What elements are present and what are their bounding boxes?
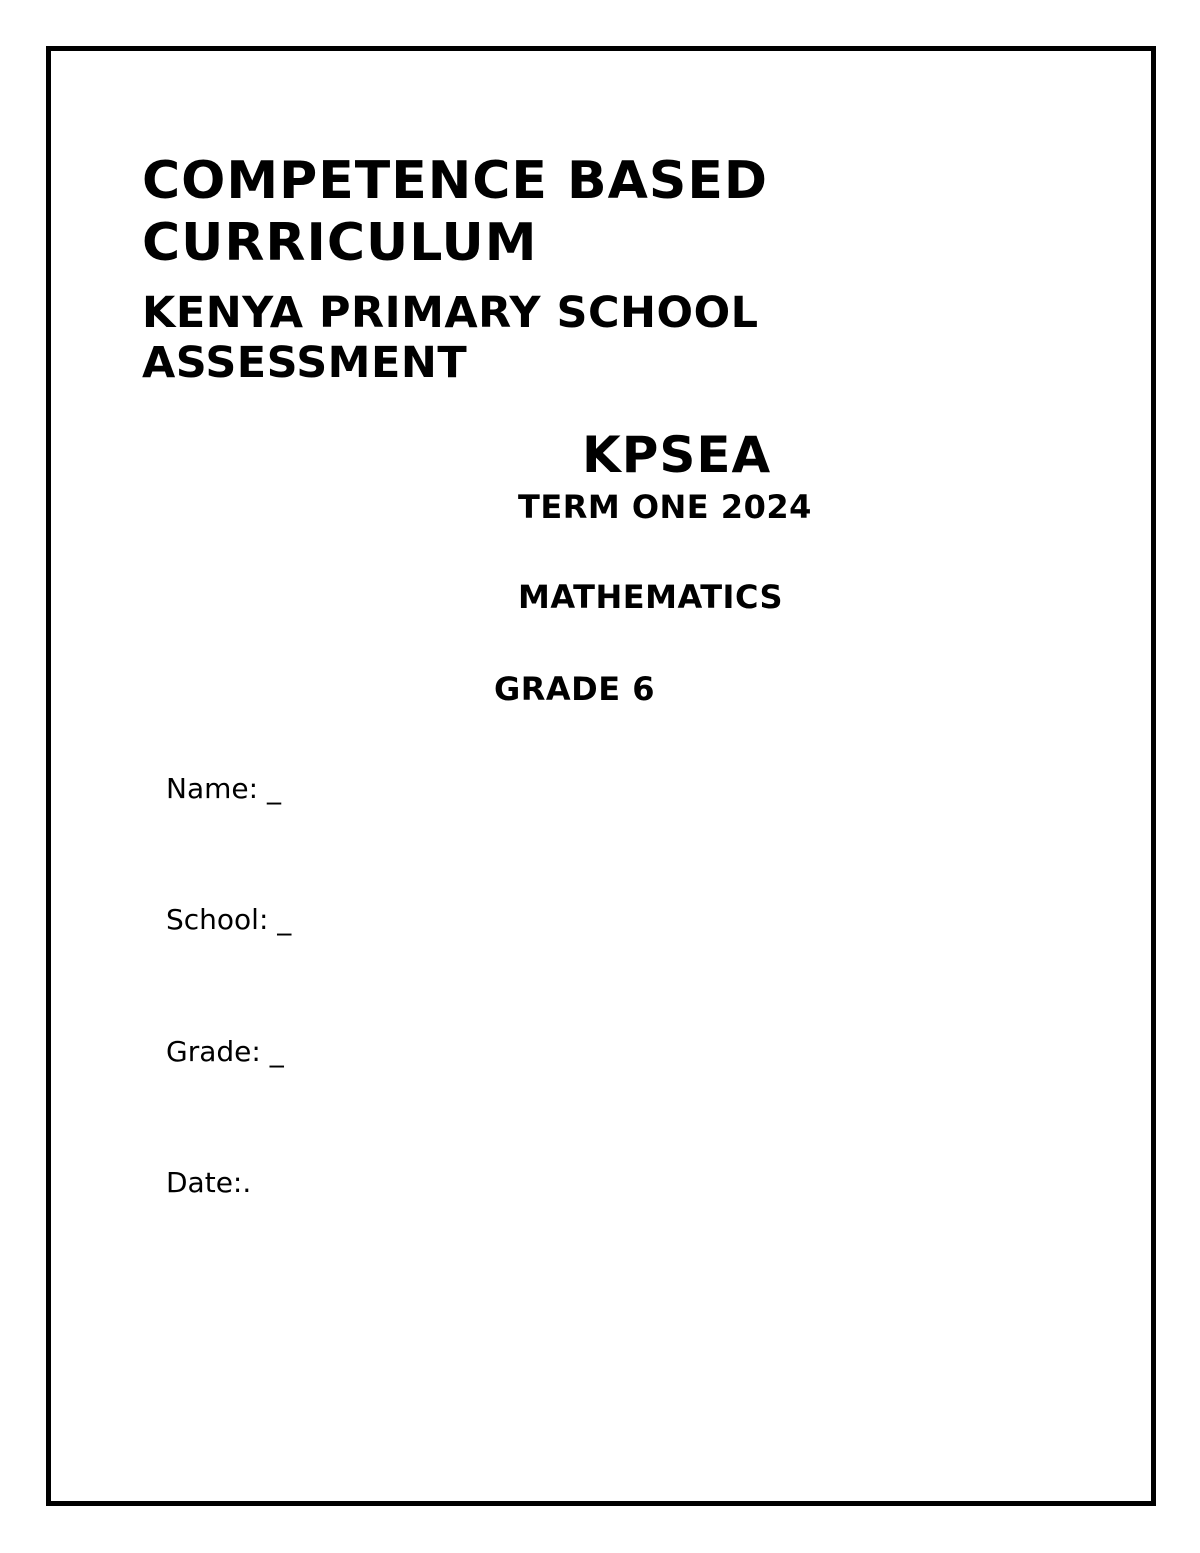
exam-subject: MATHEMATICS	[518, 578, 784, 616]
exam-grade: GRADE 6	[494, 670, 655, 708]
assessment-title-line-1: KENYA PRIMARY SCHOOL	[142, 288, 759, 338]
date-field: Date:.	[166, 1166, 252, 1199]
school-field: School: _	[166, 903, 292, 936]
name-field: Name: _	[166, 772, 281, 805]
exam-code: KPSEA	[582, 426, 772, 484]
curriculum-title-line-1: COMPETENCE BASED	[142, 151, 769, 211]
grade-field: Grade: _	[166, 1035, 284, 1068]
title-block	[142, 150, 1042, 388]
exam-term: TERM ONE 2024	[518, 488, 812, 526]
assessment-title-line-2: ASSESSMENT	[142, 338, 468, 388]
curriculum-title-line-2: CURRICULUM	[142, 213, 538, 273]
